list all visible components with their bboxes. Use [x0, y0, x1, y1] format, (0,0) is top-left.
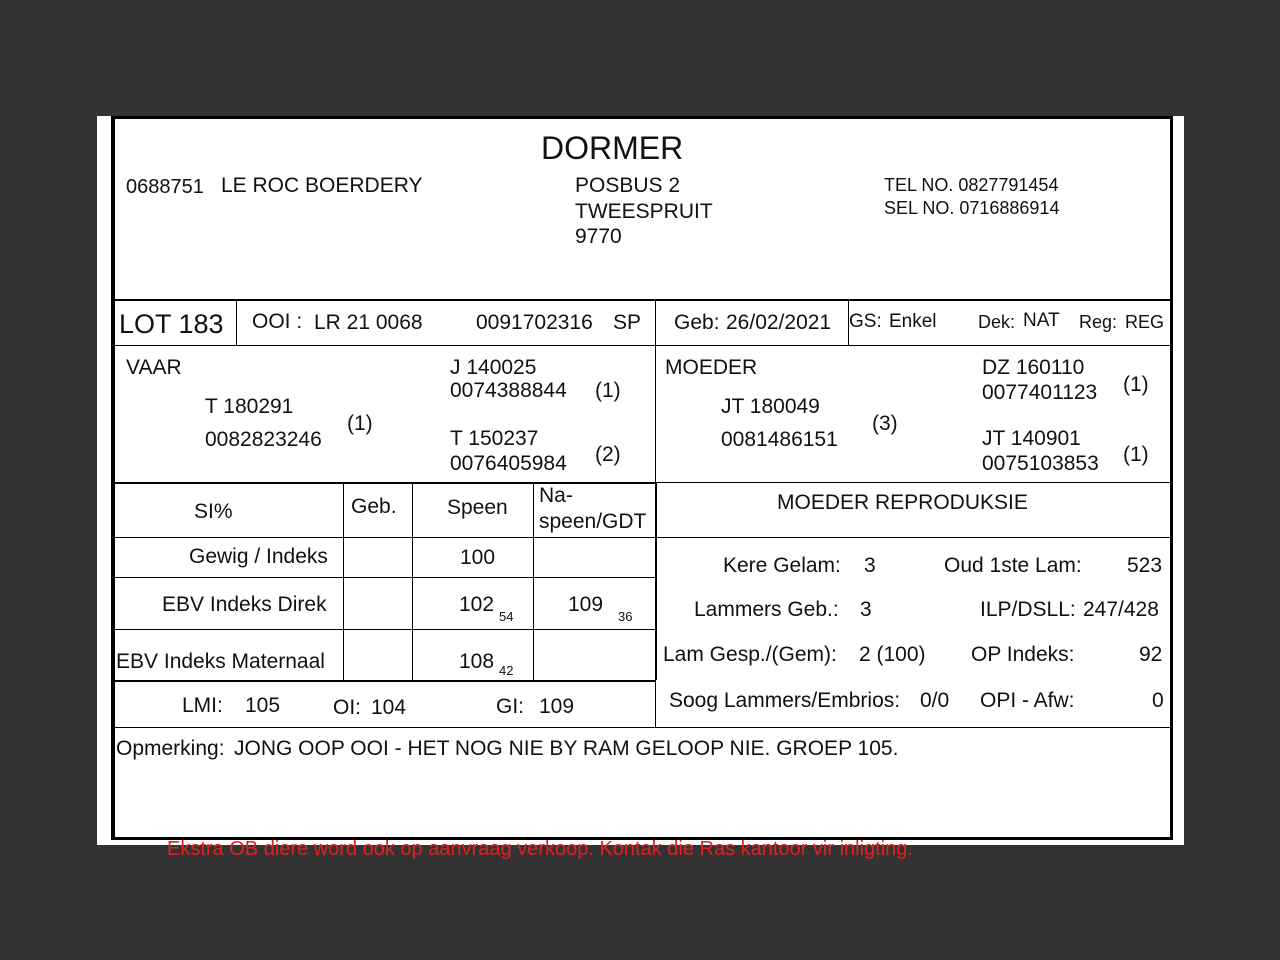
vaar-dam-number: 0076405984: [450, 452, 567, 475]
vaar-sire-id: J 140025: [450, 356, 537, 379]
divider-lot-row: [115, 345, 1171, 346]
row-direk-naspeen: 109: [568, 593, 604, 616]
reproduksie-title: MOEDER REPRODUKSIE: [777, 491, 1028, 514]
si-header: SI%: [194, 500, 233, 523]
lam-gesp-value: 2 (100): [859, 643, 926, 666]
kere-gelam-label: Kere Gelam:: [723, 554, 841, 577]
opi-afw-label: OPI - Afw:: [980, 689, 1075, 712]
op-indeks-value: 92: [1139, 643, 1163, 666]
birth-date-label: Geb:: [674, 311, 720, 334]
lammers-geb-value: 3: [860, 598, 872, 621]
telephone-number: TEL NO. 0827791454: [884, 175, 1059, 195]
ilp-dsll-value: 247/428: [1083, 598, 1159, 621]
ilp-dsll-label: ILP/DSLL:: [980, 598, 1076, 621]
divider-si-row1: [115, 577, 655, 578]
vaar-sire-number: 0074388844: [450, 379, 567, 402]
moeder-label: MOEDER: [665, 356, 758, 379]
lmi-label: LMI:: [182, 694, 223, 717]
dek-label: Dek:: [978, 312, 1016, 332]
cellphone-number: SEL NO. 0716886914: [884, 198, 1060, 218]
reg-value: REG: [1125, 312, 1165, 332]
moeder-dam-count: (1): [1123, 443, 1149, 466]
moeder-sire-count: (1): [1123, 373, 1149, 396]
naspeen-header-line2: speen/GDT: [539, 510, 647, 533]
divider-si-row2: [115, 629, 655, 630]
divider-si-row3: [115, 680, 655, 682]
oi-label: OI:: [333, 696, 362, 719]
ooi-label: OOI :: [252, 310, 303, 333]
divider-pedigree-right: [655, 482, 1171, 483]
moeder-id: JT 180049: [721, 395, 820, 418]
lam-gesp-label: Lam Gesp./(Gem):: [663, 643, 837, 666]
moeder-number: 0081486151: [721, 428, 838, 451]
vaar-sire-count: (1): [595, 379, 621, 402]
divider-pedigree-left: [115, 482, 655, 484]
row-direk-naspeen-accuracy: 36: [618, 609, 633, 624]
row-direk-label: EBV Indeks Direk: [162, 593, 327, 616]
dek-value: NAT: [1023, 310, 1060, 331]
lot-number: LOT 183: [119, 309, 224, 339]
row-maternaal-speen: 108: [459, 650, 495, 673]
row-maternaal-label: EBV Indeks Maternaal: [116, 650, 325, 673]
reg-label: Reg:: [1079, 312, 1118, 332]
row-gewig-label: Gewig / Indeks: [189, 545, 328, 568]
remark-label: Opmerking:: [116, 737, 225, 760]
vline-si-naspeen: [533, 482, 534, 680]
moeder-sire-id: DZ 160110: [982, 356, 1085, 379]
oi-value: 104: [371, 696, 407, 719]
footer-note: Ekstra OB diere word ook op aanvraag verkoop. Kontak die Ras kantoor vir inligting.: [167, 838, 913, 860]
address-line-2: TWEESPRUIT: [575, 200, 713, 223]
moeder-dam-id: JT 140901: [982, 427, 1081, 450]
vaar-number: 0082823246: [205, 428, 322, 451]
vaar-dam-count: (2): [595, 443, 621, 466]
row-gewig-speen: 100: [460, 546, 496, 569]
address-line-3: 9770: [575, 225, 622, 248]
vline-si-speen: [412, 482, 413, 680]
vaar-id: T 180291: [205, 395, 294, 418]
oud-1ste-lam-label: Oud 1ste Lam:: [944, 554, 1082, 577]
row-direk-speen-accuracy: 54: [499, 609, 514, 624]
speen-header: Speen: [447, 496, 508, 519]
sp-code: SP: [613, 311, 642, 334]
divider-remark: [115, 727, 1171, 728]
vline-si-geb: [343, 482, 344, 680]
ooi-id: LR 21 0068: [314, 311, 423, 334]
divider-header: [115, 299, 1171, 301]
gi-label: GI:: [496, 695, 525, 718]
moeder-count: (3): [872, 412, 898, 435]
breed-title: DORMER: [541, 130, 684, 166]
vline-si-right: [655, 482, 657, 680]
oud-1ste-lam-value: 523: [1127, 554, 1163, 577]
document-page: [97, 116, 1184, 860]
row-direk-speen: 102: [459, 593, 495, 616]
divider-repro-title: [655, 537, 1171, 538]
moeder-dam-number: 0075103853: [982, 452, 1099, 475]
geb-header: Geb.: [351, 495, 397, 518]
naspeen-header-line1: Na-: [539, 484, 573, 507]
sale-catalog-card: [111, 116, 1173, 840]
address-line-1: POSBUS 2: [575, 174, 681, 197]
gs-label: GS:: [849, 311, 882, 332]
vaar-label: VAAR: [126, 356, 182, 379]
moeder-sire-number: 0077401123: [982, 381, 1098, 404]
gi-value: 109: [539, 695, 575, 718]
vline-lot: [236, 299, 237, 345]
birth-date: 26/02/2021: [726, 311, 832, 334]
gs-value: Enkel: [889, 311, 937, 332]
opi-afw-value: 0: [1152, 689, 1164, 712]
lammers-geb-label: Lammers Geb.:: [694, 598, 839, 621]
lmi-value: 105: [245, 694, 281, 717]
registration-number: 0091702316: [476, 311, 593, 334]
kere-gelam-value: 3: [864, 554, 876, 577]
op-indeks-label: OP Indeks:: [971, 643, 1075, 666]
owner-number: 0688751: [126, 176, 204, 198]
row-maternaal-speen-accuracy: 42: [499, 663, 514, 678]
divider-si-header: [115, 537, 655, 538]
soog-lammers-value: 0/0: [920, 689, 950, 712]
vaar-count: (1): [347, 412, 373, 435]
remark-text: JONG OOP OOI - HET NOG NIE BY RAM GELOOP NIE. GROEP 105.: [234, 737, 899, 760]
vaar-dam-id: T 150237: [450, 427, 539, 450]
soog-lammers-label: Soog Lammers/Embrios:: [669, 689, 901, 712]
owner-name: LE ROC BOERDERY: [221, 174, 423, 197]
